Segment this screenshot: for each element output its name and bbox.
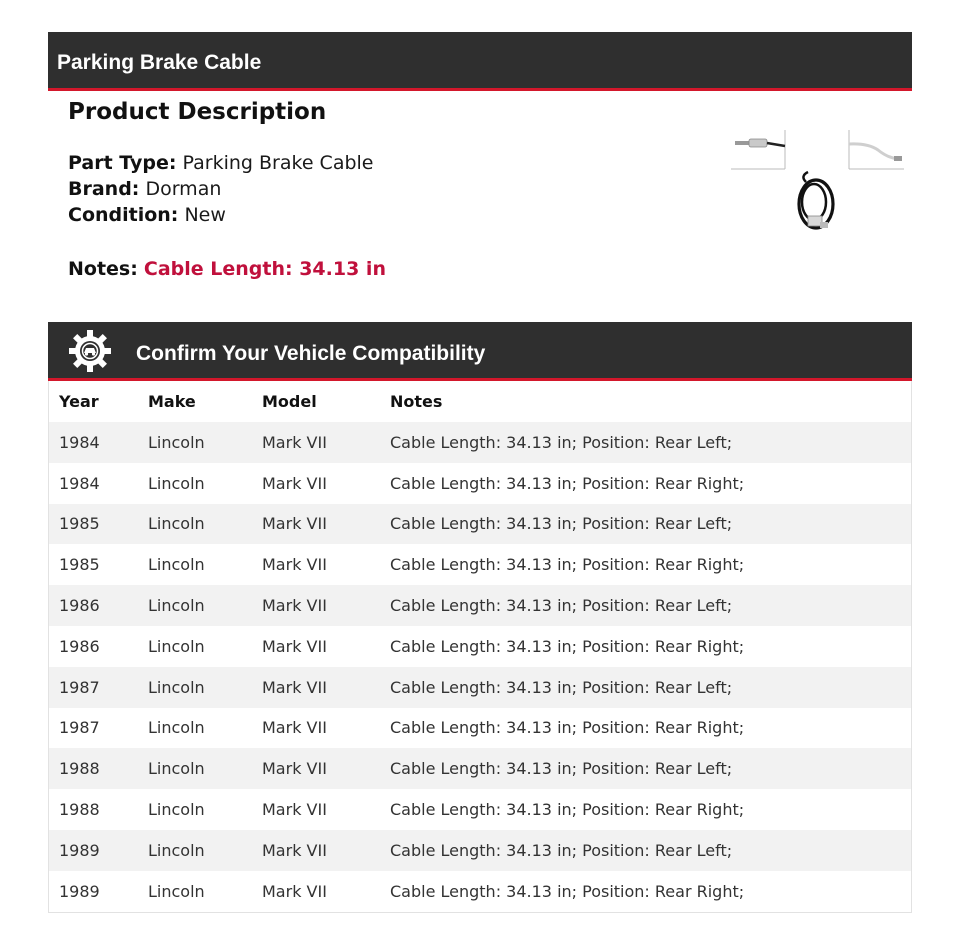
notes-label: Notes: [68,258,138,280]
year-cell: 1986 [59,636,100,656]
table-row [49,871,911,912]
make-cell: Lincoln [148,759,205,779]
make-cell: Lincoln [148,473,205,493]
part-type-value: Parking Brake Cable [182,152,374,174]
notes-value: Cable Length: 34.13 in [143,258,386,280]
brand-label: Brand: [68,178,140,200]
notes-cell: Cable Length: 34.13 in; Position: Rear Left; [390,432,733,452]
compatibility-table-container [48,381,912,913]
table-row [49,544,911,585]
cable-end-left-image [731,130,785,169]
notes-cell: Cable Length: 34.13 in; Position: Rear Right; [390,555,745,575]
part-type-line [68,151,374,175]
notes-cell: Cable Length: 34.13 in; Position: Rear Right; [390,881,745,901]
model-cell: Mark VII [262,840,327,860]
notes-cell: Cable Length: 34.13 in; Position: Rear Right; [390,636,745,656]
compatibility-bar [48,322,912,381]
make-cell: Lincoln [148,718,205,738]
year-cell: 1987 [59,718,100,738]
column-header-model: Model [262,392,317,411]
model-cell: Mark VII [262,514,327,534]
year-cell: 1987 [59,677,100,697]
product-image[interactable] [728,126,908,236]
make-cell: Lincoln [148,881,205,901]
table-row [49,585,911,626]
table-row [49,748,911,789]
make-cell: Lincoln [148,840,205,860]
page-title: Parking Brake Cable [57,51,262,74]
year-cell: 1988 [59,759,100,779]
table-body [49,422,911,912]
table-row [49,626,911,667]
table-row [49,422,911,463]
table-row [49,667,911,708]
year-cell: 1989 [59,840,100,860]
notes-cell: Cable Length: 34.13 in; Position: Rear Left; [390,677,733,697]
table-row [49,463,911,504]
notes-line [68,257,386,281]
year-cell: 1985 [59,555,100,575]
notes-cell: Cable Length: 34.13 in; Position: Rear Left; [390,514,733,534]
product-description [68,97,326,127]
notes-cell: Cable Length: 34.13 in; Position: Rear Left; [390,759,733,779]
model-cell: Mark VII [262,473,327,493]
make-cell: Lincoln [148,432,205,452]
year-cell: 1989 [59,881,100,901]
make-cell: Lincoln [148,596,205,616]
condition-value: New [184,204,226,226]
condition-line [68,203,226,227]
model-cell: Mark VII [262,759,327,779]
column-header-notes: Notes [390,392,443,411]
model-cell: Mark VII [262,881,327,901]
coiled-cable-image [799,172,833,228]
table-row [49,708,911,749]
brand-value: Dorman [145,178,222,200]
notes-cell: Cable Length: 34.13 in; Position: Rear Right; [390,473,745,493]
column-header-year: Year [59,392,99,411]
gear-car-icon [68,329,112,373]
compatibility-title: Confirm Your Vehicle Compatibility [136,342,486,365]
model-cell: Mark VII [262,555,327,575]
notes-cell: Cable Length: 34.13 in; Position: Rear Right; [390,718,745,738]
table-header-row [49,381,911,422]
notes-cell: Cable Length: 34.13 in; Position: Rear Left; [390,840,733,860]
make-cell: Lincoln [148,514,205,534]
brand-line [68,177,221,201]
table-row [49,504,911,545]
title-bar [48,32,912,91]
notes-cell: Cable Length: 34.13 in; Position: Rear Right; [390,800,745,820]
model-cell: Mark VII [262,636,327,656]
table-row [49,830,911,871]
table-row [49,789,911,830]
column-header-make: Make [148,392,196,411]
model-cell: Mark VII [262,718,327,738]
cable-end-right-image [849,130,904,169]
model-cell: Mark VII [262,432,327,452]
notes-cell: Cable Length: 34.13 in; Position: Rear Left; [390,596,733,616]
part-type-label: Part Type: [68,152,177,174]
year-cell: 1988 [59,800,100,820]
make-cell: Lincoln [148,800,205,820]
make-cell: Lincoln [148,677,205,697]
year-cell: 1985 [59,514,100,534]
description-heading: Product Description [68,99,327,125]
compatibility-table [49,381,911,912]
year-cell: 1984 [59,432,100,452]
year-cell: 1986 [59,596,100,616]
year-cell: 1984 [59,473,100,493]
product-image-gallery[interactable] [728,126,908,236]
make-cell: Lincoln [148,636,205,656]
model-cell: Mark VII [262,677,327,697]
model-cell: Mark VII [262,800,327,820]
make-cell: Lincoln [148,555,205,575]
model-cell: Mark VII [262,596,327,616]
condition-label: Condition: [68,204,179,226]
